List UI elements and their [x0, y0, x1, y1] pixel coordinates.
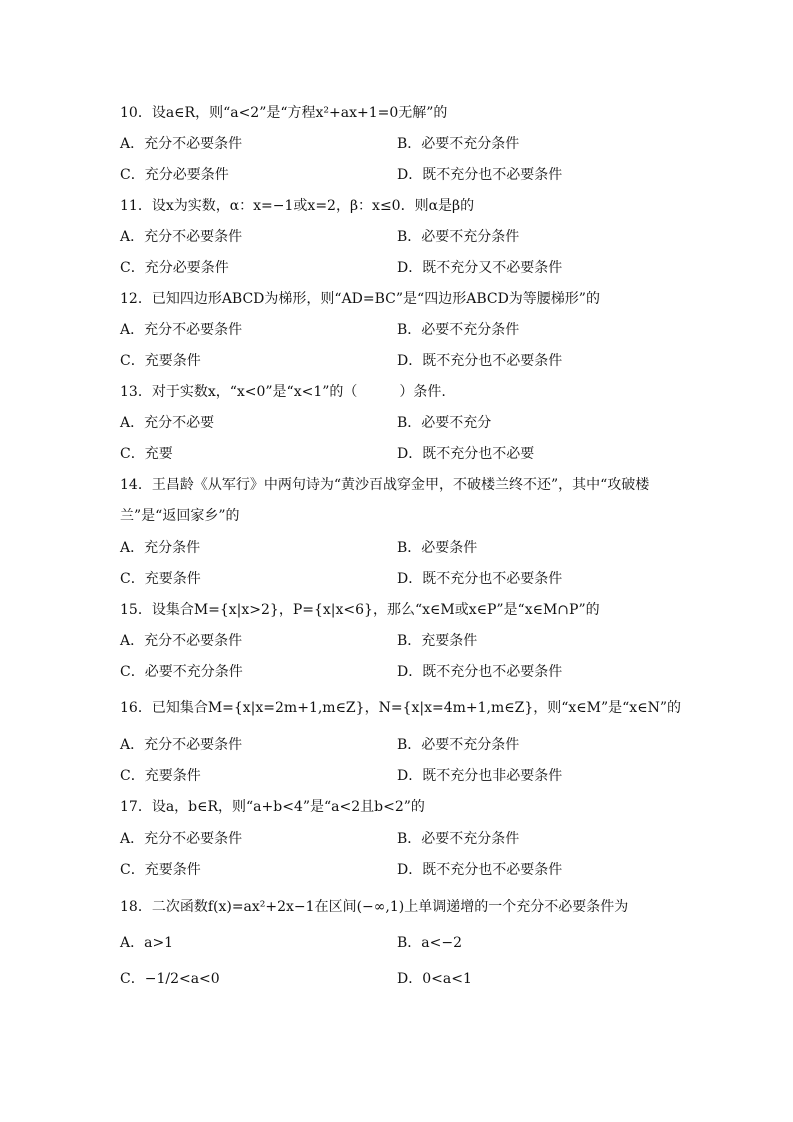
question-stem: 14．王昌龄《从军行》中两句诗为“黄沙百战穿金甲，不破楼兰终不还”，其中“攻破楼兰”是“返回家乡”的	[120, 477, 650, 524]
question-stem: 10．设a∈R，则“a<2”是“方程x²+ax+1=0无解”的	[120, 105, 448, 121]
option-c: C．充要条件	[120, 353, 201, 369]
option-a: A．充分不必要条件	[120, 633, 243, 649]
option-c: C．充要条件	[120, 571, 201, 587]
option-a: A．充分不必要条件	[120, 737, 243, 753]
option-a: A．充分不必要	[120, 415, 215, 431]
question-stem: 18．二次函数f(x)=ax²+2x−1在区间(−∞,1)上单调递增的一个充分不必要条件为	[120, 899, 629, 915]
option-d: D．既不充分也不必要条件	[397, 353, 563, 369]
option-c: C．充要条件	[120, 862, 201, 878]
option-b: B．必要不充分条件	[397, 737, 520, 753]
option-a: A．充分条件	[120, 540, 201, 556]
option-a: A．充分不必要条件	[120, 322, 243, 338]
option-a: A．充分不必要条件	[120, 831, 243, 847]
question-stem: 16．已知集合M={x|x=2m+1,m∈Z}，N={x|x=4m+1,m∈Z}，则“x∈M”是“x∈N”的	[120, 700, 681, 716]
option-a: A．充分不必要条件	[120, 229, 243, 245]
question-stem: 17．设a，b∈R，则“a+b<4”是“a<2且b<2”的	[120, 799, 425, 815]
option-b: B．必要不充分	[397, 415, 492, 431]
option-b: B．充要条件	[397, 633, 478, 649]
option-d: D．既不充分又不必要条件	[397, 260, 563, 276]
option-c: C．必要不充分条件	[120, 664, 243, 680]
option-a: A．充分不必要条件	[120, 136, 243, 152]
option-d: D．既不充分也不必要条件	[397, 571, 563, 587]
option-d: D．既不充分也非必要条件	[397, 768, 563, 784]
question-stem: 13．对于实数x，“x<0”是“x<1”的（ ）条件.	[120, 384, 446, 400]
option-a: A．a>1	[120, 935, 174, 951]
option-b: B．必要不充分条件	[397, 322, 520, 338]
question-stem: 12．已知四边形ABCD为梯形，则“AD=BC”是“四边形ABCD为等腰梯形”的	[120, 291, 600, 307]
option-c: C．充要条件	[120, 768, 201, 784]
option-c: C．充分必要条件	[120, 260, 229, 276]
option-c: C．充分必要条件	[120, 167, 229, 183]
option-b: B．必要不充分条件	[397, 229, 520, 245]
option-d: D．既不充分也不必要条件	[397, 862, 563, 878]
question-stem: 11．设x为实数，α：x=−1或x=2，β：x≤0．则α是β的	[120, 198, 475, 214]
option-d: D．0<a<1	[397, 971, 472, 987]
option-d: D．既不充分也不必要条件	[397, 167, 563, 183]
option-b: B．必要不充分条件	[397, 136, 520, 152]
option-b: B．必要不充分条件	[397, 831, 520, 847]
option-b: B．必要条件	[397, 540, 478, 556]
option-b: B．a<−2	[397, 935, 463, 951]
question-stem: 15．设集合M={x|x>2}，P={x|x<6}，那么“x∈M或x∈P”是“x∈M∩P”的	[120, 602, 600, 618]
option-d: D．既不充分也不必要	[397, 446, 535, 462]
option-c: C．充要	[120, 446, 173, 462]
option-c: C．−1/2<a<0	[120, 971, 220, 987]
option-d: D．既不充分也不必要条件	[397, 664, 563, 680]
